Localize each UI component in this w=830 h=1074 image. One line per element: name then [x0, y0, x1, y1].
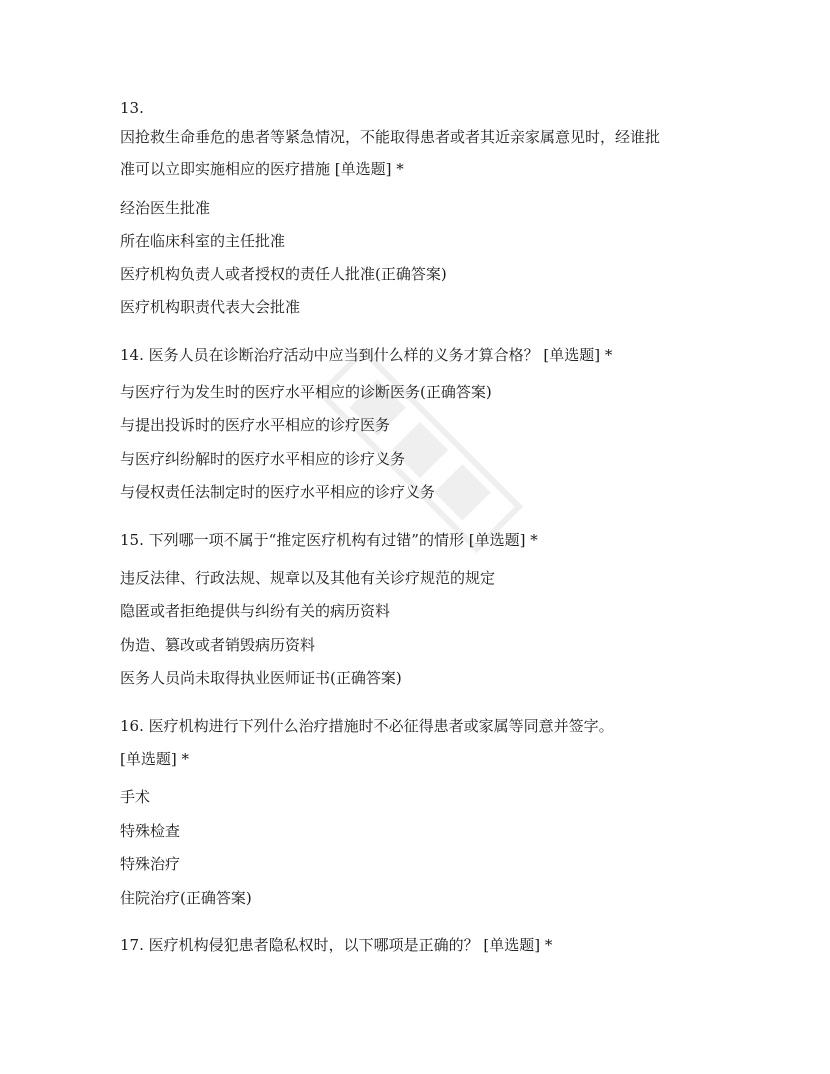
question-14-option-d: 与侵权责任法制定时的医疗水平相应的诊疗义务 [120, 483, 436, 501]
question-17-stem: 17. 医疗机构侵犯患者隐私权时，以下哪项是正确的？ [单选题] * [120, 936, 553, 954]
question-15-option-d: 医务人员尚未取得执业医师证书(正确答案) [120, 669, 402, 687]
question-16-option-d: 住院治疗(正确答案) [120, 889, 252, 907]
question-13-option-a: 经治医生批准 [120, 199, 211, 217]
question-16-stem-line-2: [单选题] * [120, 750, 189, 768]
question-13-option-d: 医疗机构职责代表大会批准 [120, 298, 301, 316]
question-16-option-c: 特殊治疗 [120, 855, 181, 873]
question-14-option-c: 与医疗纠纷解时的医疗水平相应的诊疗义务 [120, 450, 406, 468]
question-16-stem-line-1: 16. 医疗机构进行下列什么治疗措施时不必征得患者或家属等同意并签字。 [120, 717, 614, 735]
question-15-option-a: 违反法律、行政法规、规章以及其他有关诊疗规范的规定 [120, 569, 496, 587]
question-15-option-b: 隐匿或者拒绝提供与纠纷有关的病历资料 [120, 602, 391, 620]
question-16-option-b: 特殊检查 [120, 822, 181, 840]
question-13-stem-line-2: 准可以立即实施相应的医疗措施 [单选题] * [120, 160, 404, 178]
question-13-stem-line-1: 因抢救生命垂危的患者等紧急情况，不能取得患者或者其近亲家属意见时，经谁批 [120, 128, 661, 146]
question-14-option-a: 与医疗行为发生时的医疗水平相应的诊断医务(正确答案) [120, 383, 492, 401]
question-13-option-b: 所在临床科室的主任批准 [120, 232, 286, 250]
question-15-stem: 15. 下列哪一项不属于“推定医疗机构有过错”的情形 [单选题] * [120, 531, 538, 549]
question-13-option-c: 医疗机构负责人或者授权的责任人批准(正确答案) [120, 265, 447, 283]
question-13-number: 13. [120, 99, 144, 117]
question-14-option-b: 与提出投诉时的医疗水平相应的诊疗医务 [120, 416, 391, 434]
question-15-option-c: 伪造、篡改或者销毁病历资料 [120, 636, 316, 654]
question-14-stem: 14. 医务人员在诊断治疗活动中应当到什么样的义务才算合格？ [单选题] * [120, 346, 613, 364]
question-16-option-a: 手术 [120, 788, 151, 806]
